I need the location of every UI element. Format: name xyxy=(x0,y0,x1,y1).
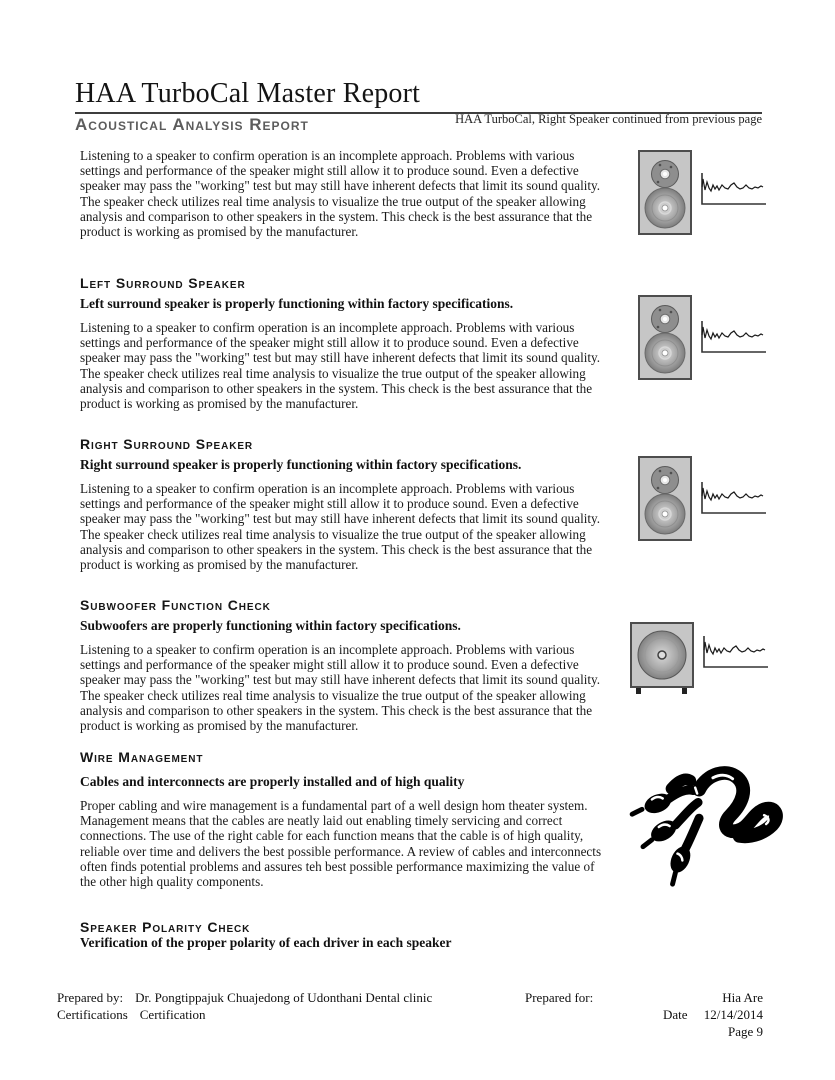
rta-waveform-icon xyxy=(699,479,769,519)
continuation-note: HAA TurboCal, Right Speaker continued from previous page xyxy=(455,112,762,126)
section-left-surround-speaker xyxy=(80,275,613,411)
section-summary: Verification of the proper polarity of each driver in each speaker xyxy=(80,935,452,950)
section-speaker-polarity-check xyxy=(80,919,613,951)
bookshelf-speaker-icon xyxy=(638,456,692,541)
section-paragraph: Proper cabling and wire management is a fundamental part of a well design hom theater system. Management means that the cables are neatly laid out enabling timely servicing and correct connections. The use of the right cable for each function means that the cable is of high quality, reliable over time and delivers the best possible performance. A review of cables and interconnects often finds potential problems and assures teh best possible performance maximizing the value of the other high quality components. xyxy=(80,798,602,890)
section-heading: Subwoofer Function Check xyxy=(80,597,271,613)
footer-date-value: 12/14/2014 xyxy=(703,1007,763,1022)
section-paragraph: Listening to a speaker to confirm operation is an incomplete approach. Problems with various settings and performance of the speaker might still allow it to produce sound. Even a defective speaker may pass the "working" test but may still have inherent defects that limit its sound quality. The speaker check utilizes real time analysis to visualize the true output of the speaker allowing analysis and comparison to other speakers in the system. This check is the best assurance that the product is working as promised by the manufacturer. xyxy=(80,148,601,240)
section-paragraph: Listening to a speaker to confirm operation is an incomplete approach. Problems with various settings and performance of the speaker might still allow it to produce sound. Even a defective speaker may pass the "working" test but may still have inherent defects that limit its sound quality. The speaker check utilizes real time analysis to visualize the true output of the speaker allowing analysis and comparison to other speakers in the system. This check is the best assurance that the product is working as promised by the manufacturer. xyxy=(80,320,601,412)
cables-icon xyxy=(628,764,786,892)
section-summary: Left surround speaker is properly functioning within factory specifications. xyxy=(80,296,514,311)
rta-waveform-icon xyxy=(699,318,769,358)
section-summary: Cables and interconnects are properly installed and of high quality xyxy=(80,774,465,789)
footer-prepared-for-value: Hia Are xyxy=(722,990,763,1005)
section-paragraph: Listening to a speaker to confirm operation is an incomplete approach. Problems with various settings and performance of the speaker might still allow it to produce sound. Even a defective speaker may pass the "working" test but may still have inherent defects that limit its sound quality. The speaker check utilizes real time analysis to visualize the true output of the speaker allowing analysis and comparison to other speakers in the system. This check is the best assurance that the product is working as promised by the manufacturer. xyxy=(80,642,601,734)
footer-date-label: Date xyxy=(663,1007,688,1022)
subwoofer-icon xyxy=(630,622,696,696)
page-title: HAA TurboCal Master Report xyxy=(75,78,421,109)
section-summary: Right surround speaker is properly functioning within factory specifications. xyxy=(80,457,522,472)
bookshelf-speaker-icon xyxy=(638,295,692,380)
footer-prepared-for-label: Prepared for: xyxy=(525,990,594,1005)
rta-waveform-icon xyxy=(699,170,769,210)
report-subtitle: Acoustical Analysis Report xyxy=(75,115,309,134)
section-heading: Wire Management xyxy=(80,749,204,765)
rta-waveform-icon xyxy=(701,633,771,673)
footer-page-number: Page 9 xyxy=(727,1024,763,1039)
prepared-by-label: Prepared by: xyxy=(57,990,124,1005)
certification-value: Certification xyxy=(139,1007,206,1022)
section-subwoofer-function-check xyxy=(80,597,613,733)
section-heading: Speaker Polarity Check xyxy=(80,919,251,935)
section-heading: Right Surround Speaker xyxy=(80,436,254,452)
footer-prepared-by xyxy=(57,990,432,1006)
section-right-surround-speaker xyxy=(80,436,613,572)
section-summary: Subwoofers are properly functioning within factory specifications. xyxy=(80,618,461,633)
certifications-label: Certifications xyxy=(57,1007,128,1022)
section-right-speaker-continued xyxy=(80,148,613,239)
prepared-by-value: Dr. Pongtippajuk Chuajedong of Udonthani Dental clinic xyxy=(135,990,433,1005)
section-wire-management xyxy=(80,749,613,889)
bookshelf-speaker-icon xyxy=(638,150,692,235)
footer-certifications xyxy=(57,1007,205,1023)
section-heading: Left Surround Speaker xyxy=(80,275,246,291)
section-paragraph: Listening to a speaker to confirm operation is an incomplete approach. Problems with various settings and performance of the speaker might still allow it to produce sound. Even a defective speaker may pass the "working" test but may still have inherent defects that limit its sound quality. The speaker check utilizes real time analysis to visualize the true output of the speaker allowing analysis and comparison to other speakers in the system. This check is the best assurance that the product is working as promised by the manufacturer. xyxy=(80,481,601,573)
